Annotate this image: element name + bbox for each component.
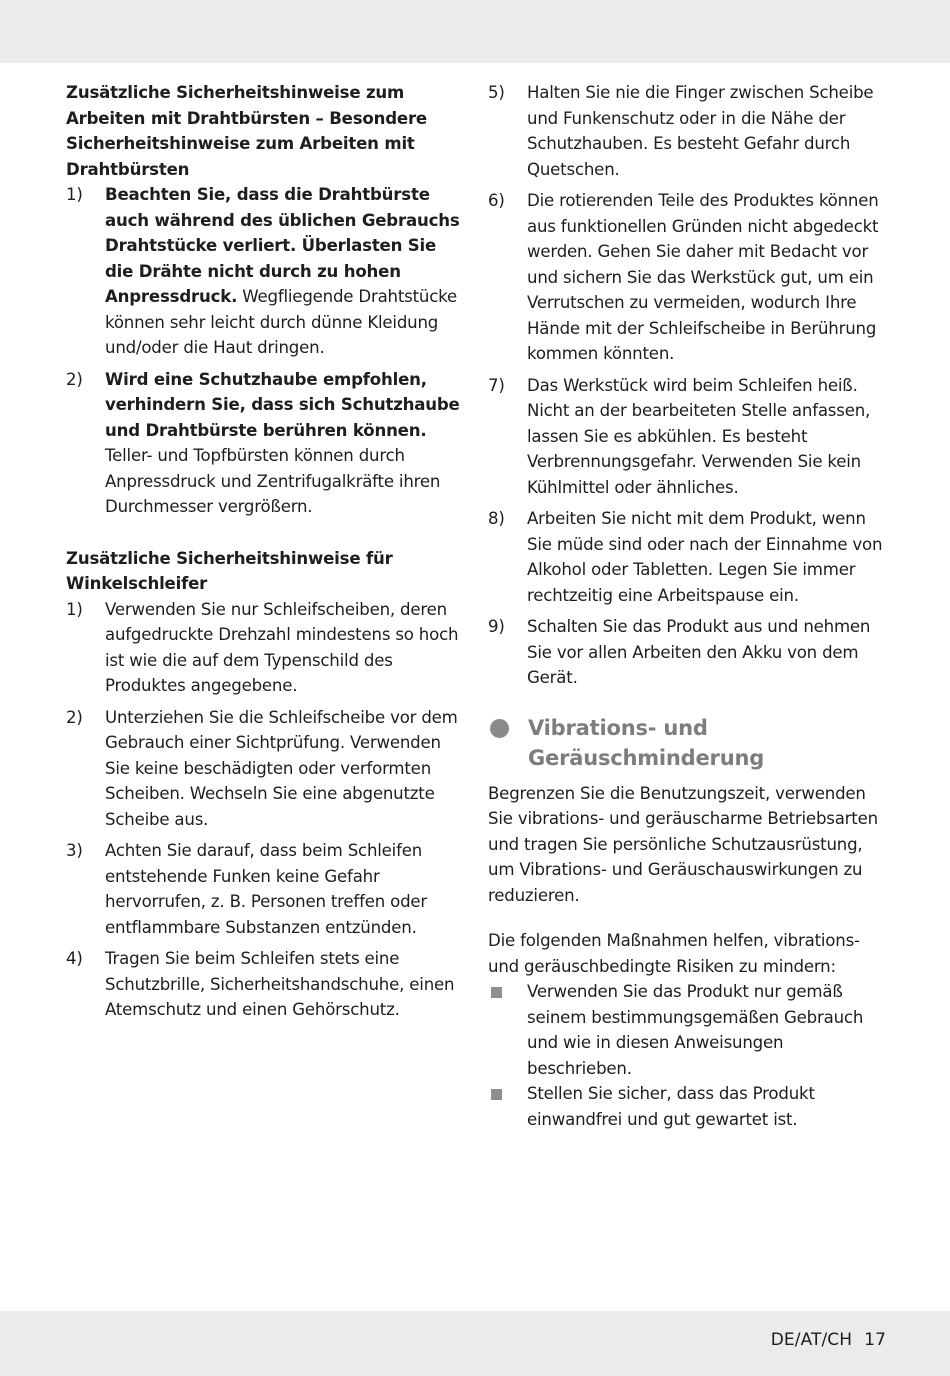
bullet-item: [488, 979, 888, 1081]
item-number: 1): [66, 185, 83, 204]
bullet-item: [488, 1081, 888, 1132]
footer: [771, 1330, 886, 1350]
item-text: Die rotierenden Teile des Produktes können aus funktionellen Gründen nicht abgedeckt werden. Gehen Sie daher mit Bedacht vor und sichern Sie das Werkstück gut, um ein Verrutschen zu vermeiden, wodurch Ihre Hände mit der Schleifscheibe in Berührung kommen könnten.: [527, 191, 879, 363]
right-column: [488, 80, 888, 1132]
item-text: Tragen Sie beim Schleifen stets eine Schutzbrille, Sicherheitshandschuhe, einen Atemschutz und einen Gehörschutz.: [105, 949, 455, 1019]
item-number: 9): [488, 617, 505, 636]
list-item: [66, 597, 466, 699]
list-item: [488, 614, 888, 691]
item-number: 1): [66, 599, 83, 619]
item-number: 3): [66, 841, 83, 860]
item-number: 6): [488, 191, 505, 210]
page-number: 17: [864, 1330, 886, 1350]
item-bold-text: Wird eine Schutzhaube empfohlen, verhindern Sie, dass sich Schutzhaube und Drahtbürste berühren können.: [105, 369, 460, 440]
item-number: 8): [488, 509, 505, 528]
header-bar: [0, 0, 950, 63]
item-number: 7): [488, 375, 505, 395]
list-item: [488, 80, 888, 182]
item-number: 5): [488, 83, 505, 102]
left-column: [66, 80, 466, 1029]
footer-region: DE/AT/CH: [770, 1330, 853, 1350]
list-item: [66, 367, 466, 520]
bullet-text: Verwenden Sie das Produkt nur gemäß seinem bestimmungsgemäßen Gebrauch und wie in diesen Anweisungen beschrieben.: [527, 982, 864, 1078]
item-text: Wegfliegende Drahtstücke können sehr leicht durch dünne Kleidung und/oder die Haut dringen.: [105, 287, 458, 357]
item-text: Arbeiten Sie nicht mit dem Produkt, wenn Sie müde sind oder nach der Einnahme von Alkohol oder Tabletten. Legen Sie immer rechtzeitig eine Arbeitspause ein.: [527, 509, 883, 605]
item-text: Teller- und Topfbürsten können durch Anpressdruck und Zentrifugalkräfte ihren Durchmesser vergrößern.: [105, 446, 441, 516]
square-bullet-icon: [491, 987, 502, 998]
section-title-text: Vibrations- und Geräuschminderung: [528, 715, 765, 770]
item-number: 4): [66, 949, 83, 968]
item-bold-text: Beachten Sie, dass die Drahtbürste auch während des üblichen Gebrauchs Drahtstücke verliert. Überlasten Sie die Drähte nicht durch zu hohen Anpressdruck.: [105, 185, 460, 306]
list-item: [66, 946, 466, 1023]
square-bullet-icon: [491, 1089, 502, 1100]
list-item: [66, 182, 466, 361]
section-title-vibration: [488, 713, 888, 773]
item-number: 2): [66, 707, 83, 727]
paragraph: Die folgenden Maßnahmen helfen, vibrations- und geräuschbedingte Risiken zu mindern:: [488, 931, 860, 976]
item-text: Achten Sie darauf, dass beim Schleifen entstehende Funken keine Gefahr hervorrufen, z. B. Personen treffen oder entflammbare Substanzen entzünden.: [105, 841, 428, 937]
list-item: [488, 506, 888, 608]
list-item: [488, 373, 888, 501]
paragraph: Begrenzen Sie die Benutzungszeit, verwenden Sie vibrations- und geräuscharme Betriebsarten und tragen Sie persönliche Schutzausrüstung, um Vibrations- und Geräuschauswirkungen zu reduzieren.: [488, 783, 878, 905]
item-text: Unterziehen Sie die Schleifscheibe vor dem Gebrauch einer Sichtprüfung. Verwenden Sie keine beschädigten oder verformten Scheiben. Wechseln Sie eine abgenutzte Scheibe aus.: [105, 707, 458, 829]
item-number: 2): [66, 369, 83, 389]
section-heading-angle-grinder: Zusätzliche Sicherheitshinweise für Winkelschleifer: [66, 548, 393, 593]
list-item: [66, 705, 466, 833]
list-item: [488, 188, 888, 367]
item-text: Verwenden Sie nur Schleifscheiben, deren aufgedruckte Drehzahl mindestens so hoch ist wie die auf dem Typenschild des Produktes angegebene.: [105, 599, 459, 695]
item-text: Schalten Sie das Produkt aus und nehmen Sie vor allen Arbeiten den Akku von dem Gerät.: [527, 617, 871, 687]
item-text: Halten Sie nie die Finger zwischen Scheibe und Funkenschutz oder in die Nähe der Schutzhauben. Es besteht Gefahr durch Quetschen.: [527, 83, 874, 179]
item-text: Das Werkstück wird beim Schleifen heiß. Nicht an der bearbeiteten Stelle anfassen, lassen Sie es abkühlen. Es besteht Verbrennungsgefahr. Verwenden Sie kein Kühlmittel oder ähnliches.: [527, 375, 871, 497]
circle-bullet-icon: [490, 719, 509, 738]
section-heading-wire-brushes: Zusätzliche Sicherheitshinweise zum Arbeiten mit Drahtbürsten – Besondere Sicherheitshinweise zum Arbeiten mit Drahtbürsten: [66, 83, 427, 179]
list-item: [66, 838, 466, 940]
bullet-text: Stellen Sie sicher, dass das Produkt einwandfrei und gut gewartet ist.: [527, 1084, 815, 1129]
